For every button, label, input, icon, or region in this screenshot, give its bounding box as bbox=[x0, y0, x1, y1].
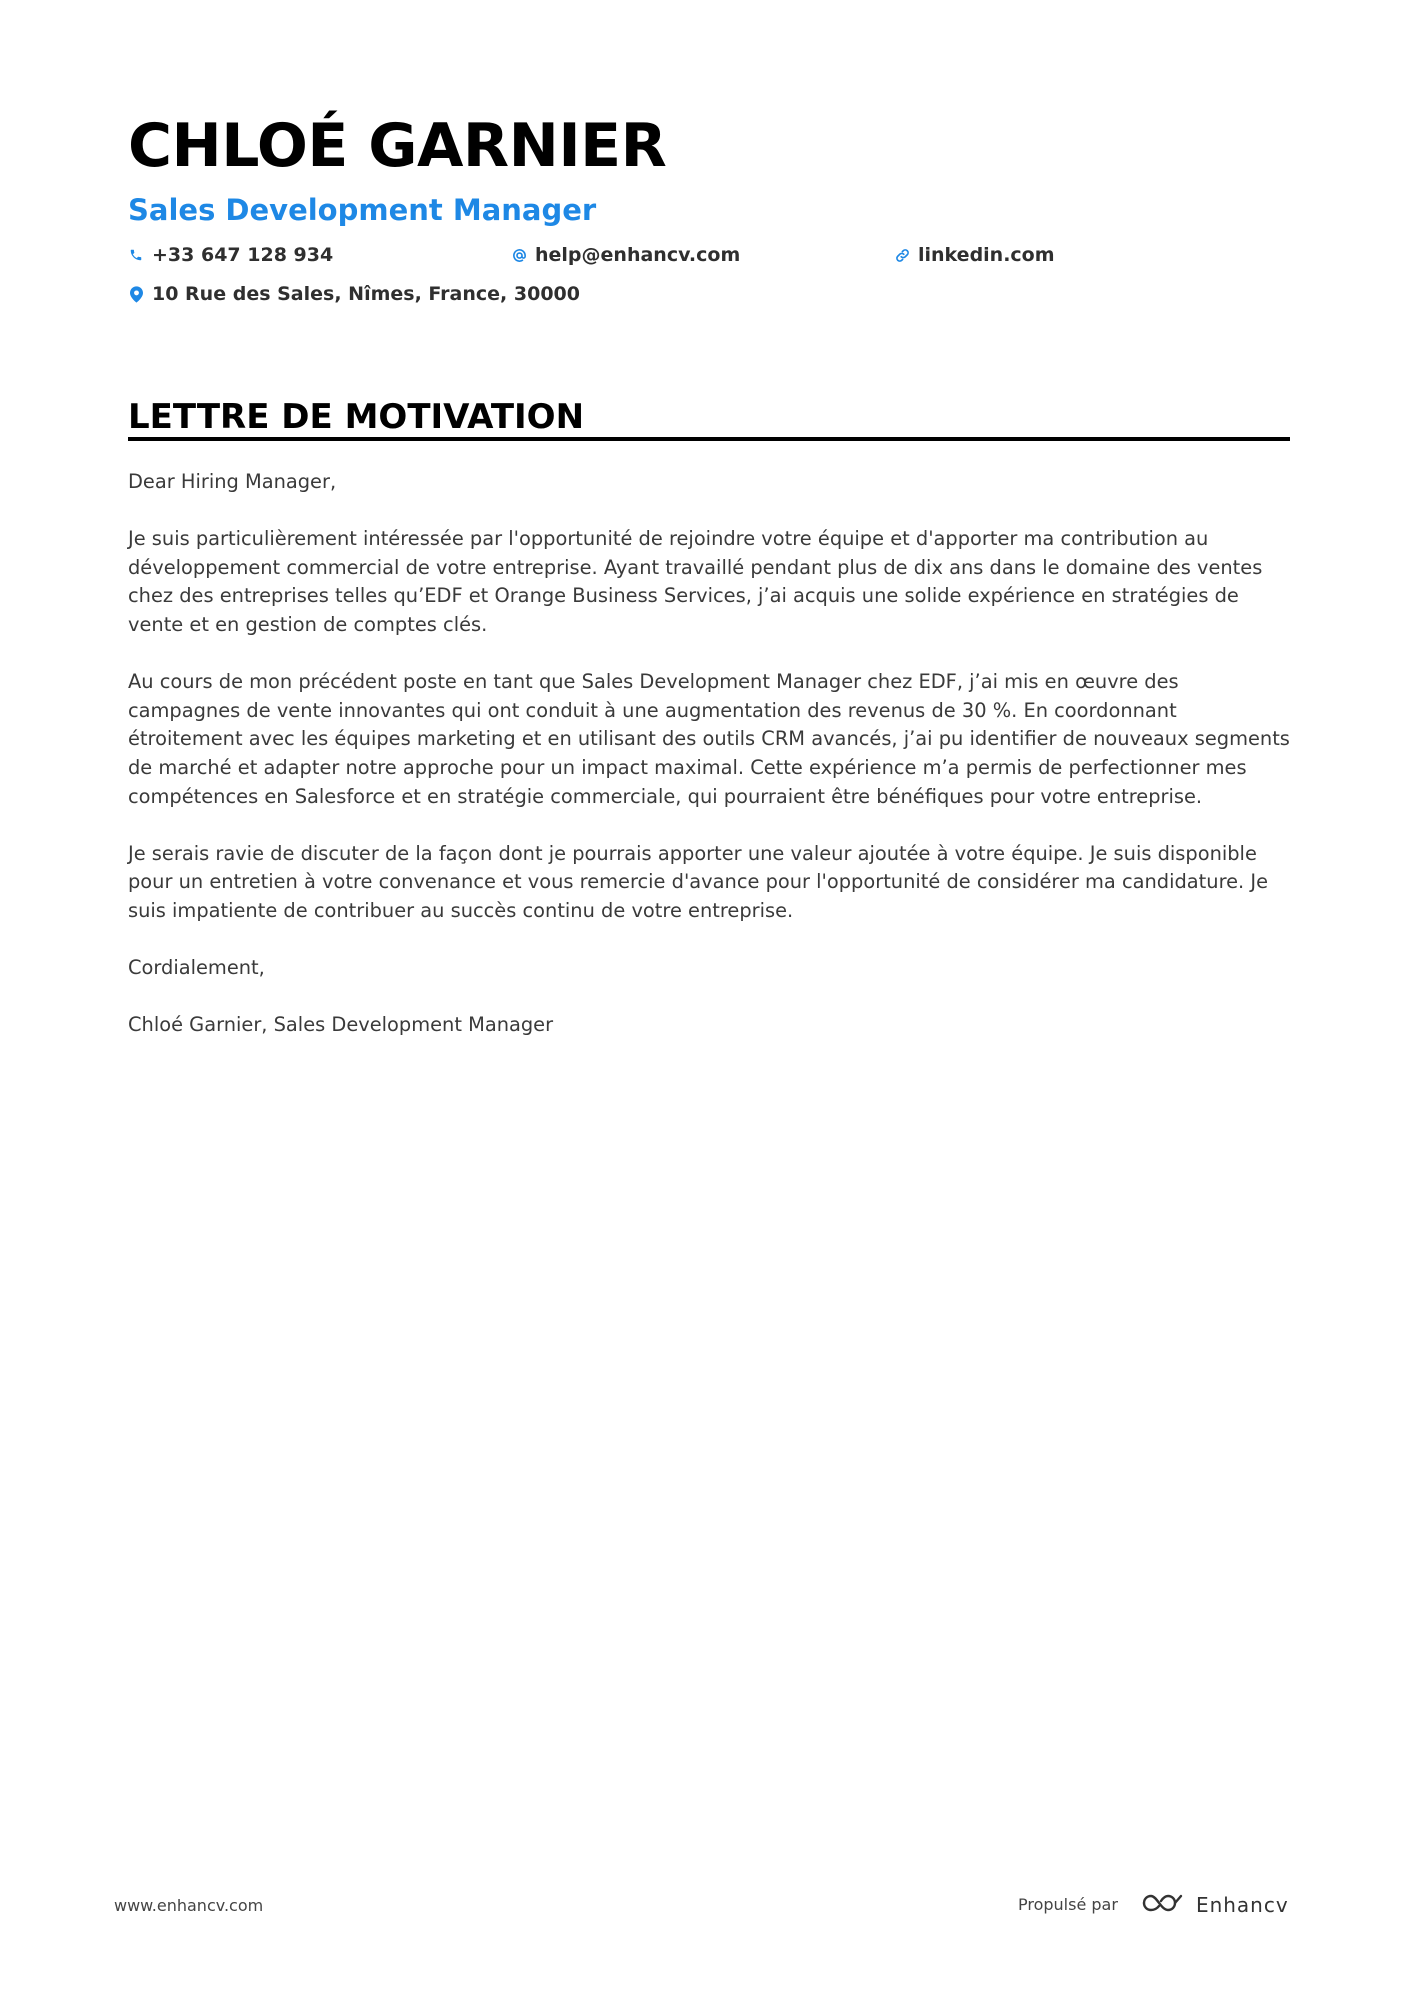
footer-branding bbox=[1018, 1890, 1289, 1920]
candidate-name: CHLOÉ GARNIER bbox=[128, 111, 667, 181]
address-text: 10 Rue des Sales, Nîmes, France, 30000 bbox=[152, 283, 580, 305]
powered-by-label: Propulsé par bbox=[1018, 1895, 1118, 1914]
phone-text: +33 647 128 934 bbox=[152, 244, 334, 266]
brand-name: Enhancv bbox=[1195, 1893, 1289, 1917]
contact-website[interactable] bbox=[894, 242, 1055, 268]
contact-phone bbox=[128, 242, 333, 268]
section-title: LETTRE DE MOTIVATION bbox=[128, 397, 585, 437]
letter-closing: Cordialement, bbox=[128, 956, 265, 980]
at-icon bbox=[511, 246, 527, 264]
section-divider bbox=[128, 437, 1290, 441]
letter-paragraph: Au cours de mon précédent poste en tant que Sales Development Manager chez EDF, j’ai mis en œuvre des campagnes de vente innovantes qui ont conduit à une augmentation des revenus de 30 %. En coordonnant étroitement avec les équipes marketing et en utilisant des outils CRM avancés, j’ai pu identifier de nouveaux segments de marché et adapter notre approche pour un impact maximal. Cette expérience m’a permis de perfectionner mes compétences en Salesforce et en stratégie commerciale, qui pourraient être bénéfiques pour votre entreprise. bbox=[128, 670, 1290, 808]
enhancv-logo-icon bbox=[1140, 1890, 1186, 1920]
letter-paragraph: Je suis particulièrement intéressée par l'opportunité de rejoindre votre équipe et d'apporter ma contribution au développement commercial de votre entreprise. Ayant travaillé pendant plus de dix ans dans le domaine des ventes chez des entreprises telles qu’EDF et Orange Business Services, j’ai acquis une solide expérience en stratégies de vente et en gestion de comptes clés. bbox=[128, 527, 1263, 636]
contact-address bbox=[128, 281, 580, 307]
brand-logo[interactable] bbox=[1140, 1890, 1289, 1920]
link-icon bbox=[894, 246, 910, 264]
letter-paragraph: Je serais ravie de discuter de la façon dont je pourrais apporter une valeur ajoutée à votre équipe. Je suis disponible pour un entretien à votre convenance et vous remercie d'avance pour l'opportunité de considérer ma candidature. Je suis impatiente de contribuer au succès continu de votre entreprise. bbox=[128, 841, 1269, 922]
candidate-title: Sales Development Manager bbox=[128, 193, 597, 227]
email-link[interactable]: help@enhancv.com bbox=[535, 244, 741, 266]
letter-signature: Chloé Garnier, Sales Development Manager bbox=[128, 1013, 554, 1037]
contact-email[interactable] bbox=[511, 242, 740, 268]
footer-website[interactable]: www.enhancv.com bbox=[114, 1896, 264, 1915]
website-link[interactable]: linkedin.com bbox=[918, 244, 1055, 266]
phone-icon bbox=[128, 246, 144, 264]
letter-body bbox=[128, 468, 1290, 1068]
location-pin-icon bbox=[128, 285, 144, 303]
letter-greeting: Dear Hiring Manager, bbox=[128, 470, 337, 493]
